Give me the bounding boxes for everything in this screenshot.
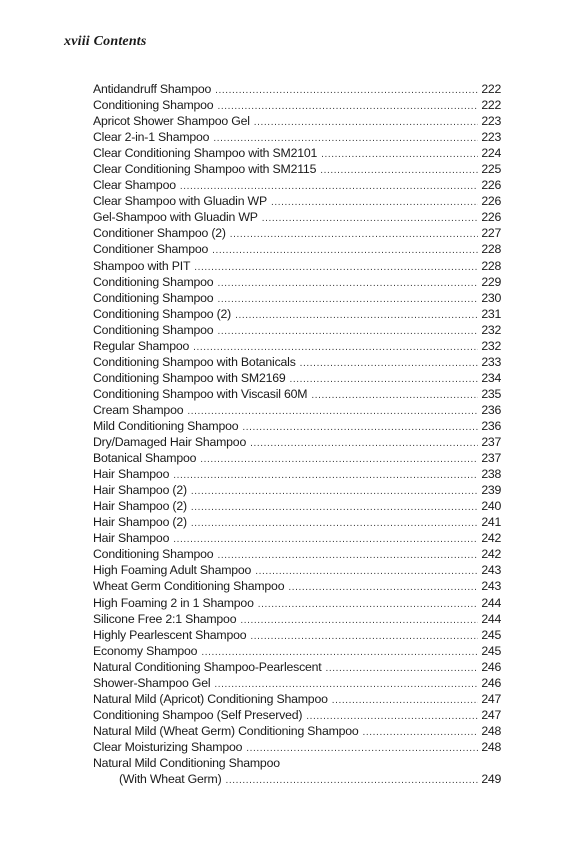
toc-entry-page: 237	[481, 451, 501, 466]
header-page-number: xviii	[64, 34, 90, 49]
toc-entry	[93, 546, 501, 562]
toc-entry-title: High Foaming 2 in 1 Shampoo	[93, 595, 254, 610]
toc-entry-title: Economy Shampoo	[93, 643, 198, 658]
dot-leader	[226, 773, 479, 789]
toc-entry	[93, 258, 501, 274]
toc-entry-title: Conditioning Shampoo (2)	[93, 306, 232, 321]
toc-entry-page: 227	[481, 226, 501, 241]
toc-entry-page: 246	[481, 659, 501, 674]
toc-entry	[93, 739, 501, 755]
toc-entry-title: Botanical Shampoo	[93, 451, 197, 466]
toc-entry-title: Conditioning Shampoo	[93, 547, 214, 562]
toc-entry-page: 247	[481, 691, 501, 706]
toc-entry	[93, 659, 501, 675]
dot-leader	[288, 580, 478, 596]
dot-leader	[215, 83, 478, 99]
toc-entry-page: 224	[481, 146, 501, 161]
toc-entry-title: Hair Shampoo	[93, 467, 170, 482]
toc-entry	[93, 434, 501, 450]
dot-leader	[320, 163, 478, 179]
toc-entry	[93, 177, 501, 193]
dot-leader	[173, 532, 478, 548]
toc-entry-title: Conditioning Shampoo	[93, 290, 214, 305]
dot-leader	[191, 484, 479, 500]
dot-leader	[363, 725, 479, 741]
dot-leader	[200, 452, 478, 468]
toc-entry-page: 223	[481, 114, 501, 129]
toc-entry-page: 246	[481, 675, 501, 690]
toc-entry-title: Natural Mild (Wheat Germ) Conditioning Shampoo	[93, 723, 359, 738]
toc-entry	[93, 723, 501, 739]
toc-entry-title: Shower-Shampoo Gel	[93, 675, 211, 690]
toc-entry-page: 248	[481, 723, 501, 738]
toc-entry-title: Conditioning Shampoo with SM2169	[93, 370, 286, 385]
toc-entry	[93, 290, 501, 306]
toc-entry	[93, 450, 501, 466]
toc-entry-page: 249	[481, 772, 501, 787]
dot-leader	[255, 564, 478, 580]
toc-entry-title: Apricot Shower Shampoo Gel	[93, 114, 250, 129]
dot-leader	[311, 388, 478, 404]
toc-entry-page: 236	[481, 418, 501, 433]
dot-leader	[271, 195, 478, 211]
dot-leader	[250, 436, 478, 452]
dot-leader	[235, 308, 478, 324]
toc-entry-page: 232	[481, 322, 501, 337]
toc-entry	[93, 627, 501, 643]
toc-entry-page: 222	[481, 98, 501, 113]
toc-entry-page: 239	[481, 483, 501, 498]
toc-entry	[93, 402, 501, 418]
toc-entry-page: 236	[481, 402, 501, 417]
dot-leader	[258, 597, 479, 613]
toc-entry	[93, 322, 501, 338]
toc-entry	[93, 707, 501, 723]
toc-entry	[93, 81, 501, 97]
toc-entry-page: 244	[481, 611, 501, 626]
toc-entry-page: 245	[481, 627, 501, 642]
toc-entry	[93, 193, 501, 209]
toc-entry	[93, 386, 501, 402]
toc-entry-title: Natural Mild Conditioning Shampoo	[93, 755, 280, 770]
toc-entry	[93, 338, 501, 354]
toc-entry	[93, 306, 501, 322]
dot-leader	[173, 468, 478, 484]
toc-entry-page: 226	[481, 210, 501, 225]
toc-entry	[93, 595, 501, 611]
dot-leader	[242, 420, 478, 436]
toc-entry-title: Clear Shampoo	[93, 178, 176, 193]
toc-entry-page: 229	[481, 274, 501, 289]
toc-entry-page: 222	[481, 82, 501, 96]
toc-entry-page: 235	[481, 386, 501, 401]
toc-entry-title: Hair Shampoo	[93, 531, 170, 546]
toc-entry-page: 226	[481, 178, 501, 193]
toc-entry-page: 225	[481, 162, 501, 177]
toc-entry-title: Natural Conditioning Shampoo-Pearlescent	[93, 659, 322, 674]
toc-entry-page: 242	[481, 547, 501, 562]
toc-entry-title: Regular Shampoo	[93, 338, 190, 353]
table-of-contents	[93, 81, 501, 787]
toc-entry-page: 231	[481, 306, 501, 321]
toc-entry	[93, 241, 501, 257]
dot-leader	[326, 661, 479, 677]
toc-entry-title: Conditioning Shampoo	[93, 322, 214, 337]
toc-entry-title: Wheat Germ Conditioning Shampoo	[93, 579, 285, 594]
toc-entry	[93, 418, 501, 434]
toc-entry-page: 230	[481, 290, 501, 305]
toc-entry-title: Clear Conditioning Shampoo with SM2101	[93, 146, 318, 161]
toc-entry-page: 240	[481, 499, 501, 514]
toc-entry-title: (With Wheat Germ)	[119, 772, 222, 787]
toc-entry-page: 237	[481, 435, 501, 450]
toc-entry-title: Conditioning Shampoo with Botanicals	[93, 354, 296, 369]
toc-entry	[93, 97, 501, 113]
dot-leader	[254, 115, 479, 131]
dot-leader	[290, 372, 479, 388]
toc-entry-page: 247	[481, 707, 501, 722]
header-title: Contents	[93, 34, 147, 49]
toc-entry-page: 243	[481, 579, 501, 594]
toc-entry-page: 242	[481, 531, 501, 546]
toc-entry-page: 228	[481, 258, 501, 273]
dot-leader	[217, 99, 478, 115]
toc-entry-title: Antidandruff Shampoo	[93, 82, 212, 96]
toc-entry	[93, 466, 501, 482]
toc-entry-page: 245	[481, 643, 501, 658]
toc-entry-title: Conditioning Shampoo with Viscasil 60M	[93, 386, 308, 401]
toc-entry	[93, 113, 501, 129]
toc-entry-page: 232	[481, 338, 501, 353]
toc-entry-title: Clear Moisturizing Shampoo	[93, 739, 243, 754]
toc-entry-title: Mild Conditioning Shampoo	[93, 418, 239, 433]
toc-entry	[93, 514, 501, 530]
toc-entry-title: Conditioning Shampoo	[93, 274, 214, 289]
toc-entry	[93, 145, 501, 161]
toc-entry-title: Dry/Damaged Hair Shampoo	[93, 435, 247, 450]
dot-leader	[217, 292, 478, 308]
toc-entry	[93, 209, 501, 225]
toc-entry-title: Clear Shampoo with Gluadin WP	[93, 194, 267, 209]
toc-entry-title: Silicone Free 2:1 Shampoo	[93, 611, 237, 626]
toc-entry-title: Hair Shampoo (2)	[93, 515, 187, 530]
toc-entry	[93, 643, 501, 659]
dot-leader	[194, 260, 478, 276]
toc-entry-title: Hair Shampoo (2)	[93, 483, 187, 498]
dot-leader	[262, 211, 479, 227]
toc-entry	[93, 691, 501, 707]
dot-leader	[240, 613, 478, 629]
dot-leader	[191, 516, 479, 532]
dot-leader	[217, 548, 478, 564]
dot-leader	[191, 500, 479, 516]
toc-entry-title: Cream Shampoo	[93, 402, 184, 417]
toc-entry-title: Shampoo with PIT	[93, 258, 191, 273]
toc-entry-title: Conditioner Shampoo	[93, 242, 209, 257]
toc-entry	[93, 274, 501, 290]
dot-leader	[230, 227, 479, 243]
toc-entry-title: Natural Mild (Apricot) Conditioning Shampoo	[93, 691, 328, 706]
toc-entry-title: Clear Conditioning Shampoo with SM2115	[93, 162, 317, 177]
toc-entry-page: 226	[481, 194, 501, 209]
toc-entry-page: 238	[481, 467, 501, 482]
toc-entry	[93, 578, 501, 594]
dot-leader	[217, 276, 478, 292]
toc-entry-title: Hair Shampoo (2)	[93, 499, 187, 514]
toc-entry	[93, 611, 501, 627]
toc-entry	[93, 498, 501, 514]
toc-entry	[93, 675, 501, 691]
toc-entry	[93, 129, 501, 145]
toc-entry-title: Clear 2-in-1 Shampoo	[93, 130, 210, 145]
toc-entry	[93, 482, 501, 498]
toc-entry	[93, 562, 501, 578]
toc-entry-page: 241	[481, 515, 501, 530]
toc-entry-title: High Foaming Adult Shampoo	[93, 563, 252, 578]
toc-entry-page: 228	[481, 242, 501, 257]
toc-entry	[93, 771, 501, 787]
toc-entry	[93, 755, 501, 771]
dot-leader	[332, 693, 479, 709]
toc-entry-title: Conditioning Shampoo	[93, 98, 214, 113]
toc-entry-page: 233	[481, 354, 501, 369]
toc-entry	[93, 354, 501, 370]
toc-entry	[93, 370, 501, 386]
toc-entry	[93, 161, 501, 177]
toc-entry-page: 234	[481, 370, 501, 385]
dot-leader	[217, 324, 478, 340]
dot-leader	[212, 243, 478, 259]
dot-leader	[300, 356, 479, 372]
dot-leader	[250, 629, 478, 645]
toc-entry-page: 248	[481, 739, 501, 754]
toc-entry	[93, 225, 501, 241]
toc-entry-page: 244	[481, 595, 501, 610]
toc-entry-title: Gel-Shampoo with Gluadin WP	[93, 210, 258, 225]
toc-entry-title: Highly Pearlescent Shampoo	[93, 627, 247, 642]
toc-entry-title: Conditioning Shampoo (Self Preserved)	[93, 707, 303, 722]
running-header	[64, 34, 147, 50]
dot-leader	[321, 147, 478, 163]
toc-entry-title: Conditioner Shampoo (2)	[93, 226, 226, 241]
toc-entry-page: 243	[481, 563, 501, 578]
toc-entry	[93, 530, 501, 546]
toc-entry-page: 223	[481, 130, 501, 145]
